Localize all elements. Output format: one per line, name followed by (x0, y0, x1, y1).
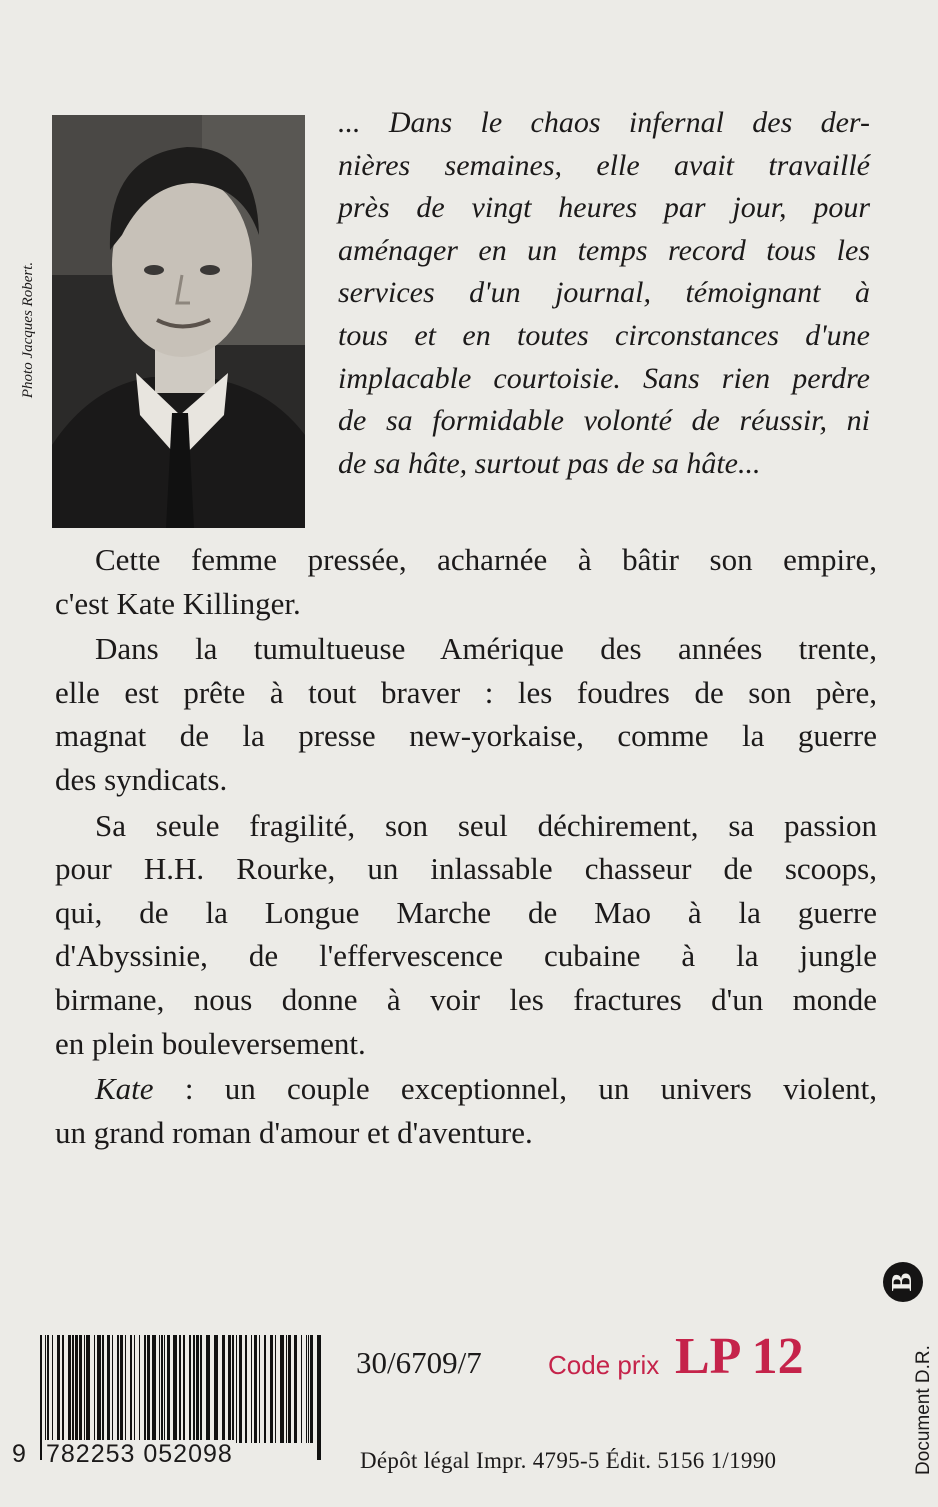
author-portrait-image (52, 115, 305, 528)
blurb-line: elle est prête à tout braver : les foudres de son père, (55, 674, 877, 710)
publisher-logo-icon: B (883, 1262, 923, 1302)
blurb-line: Cette femme pressée, acharnée à bâtir son empire, (95, 542, 877, 577)
barcode-bar (200, 1335, 202, 1443)
excerpt-line: ... Dans le chaos infernal des der- (338, 106, 870, 139)
blurb-line: qui, de la Longue Marche de Mao à la guerre (55, 894, 877, 930)
barcode-bar (144, 1335, 146, 1443)
author-photo (52, 115, 305, 528)
barcode-bar (214, 1335, 218, 1443)
barcode-bar (294, 1335, 297, 1443)
barcode-bar (189, 1335, 191, 1443)
barcode-bar (94, 1335, 95, 1443)
blurb-paragraph-1 (55, 538, 877, 625)
barcode-bar (280, 1335, 284, 1443)
blurb-line: birmane, nous donne à voir les fractures d'un monde (55, 981, 877, 1017)
photo-credit: Photo Jacques Robert. (20, 261, 36, 399)
blurb-line: pour H.H. Rourke, un inlassable chasseur de scoops, (55, 851, 877, 887)
barcode-bar (79, 1335, 82, 1443)
barcode-bar (270, 1335, 273, 1443)
document-credit: Document D.R. (913, 1345, 934, 1475)
barcode-bar (147, 1335, 150, 1443)
blurb-line: Sa seule fragilité, son seul déchirement, sa passion (95, 807, 877, 843)
excerpt-line: tous et en toutes circonstances d'une (338, 318, 870, 352)
barcode-bar (251, 1335, 252, 1443)
book-excerpt (338, 102, 870, 485)
barcode-bar (86, 1335, 90, 1443)
barcode-bar (139, 1335, 140, 1443)
barcode-bar (75, 1335, 78, 1443)
barcode-bar (125, 1335, 126, 1443)
barcode-bar (236, 1335, 237, 1443)
barcode-bar (47, 1335, 49, 1443)
barcode-bar (306, 1335, 307, 1443)
barcode-bar (72, 1335, 74, 1443)
blurb-line: c'est Kate Killinger. (55, 585, 301, 621)
barcode-bar (117, 1335, 119, 1443)
barcode-bar (52, 1335, 53, 1443)
excerpt-line: de sa hâte, surtout pas de sa hâte... (338, 446, 761, 480)
excerpt-line: de sa formidable volonté de réussir, ni (338, 404, 870, 438)
blurb-line: Dans la tumultueuse Amérique des années trente, (95, 631, 877, 667)
barcode-bar (97, 1335, 101, 1443)
book-title: Kate (95, 1071, 154, 1107)
barcode-bar (228, 1335, 231, 1443)
barcode-bar (239, 1335, 242, 1443)
blurb-text: : un couple exceptionnel, un univers violent, (153, 1071, 877, 1107)
barcode-bar (308, 1335, 309, 1443)
barcode-bar (245, 1335, 247, 1443)
excerpt-line: aménager en un temps record tous les (338, 233, 870, 267)
barcode-bar (130, 1335, 132, 1443)
blurb-paragraph-2 (55, 627, 877, 801)
barcode-bar (40, 1335, 42, 1460)
barcode-bar (206, 1335, 210, 1443)
barcode-bar (62, 1335, 64, 1443)
code-prix-label: Code prix (548, 1350, 660, 1380)
barcode-bar (232, 1335, 234, 1443)
barcode-bar (164, 1335, 165, 1443)
blurb-paragraph-3 (55, 804, 877, 1066)
blurb-line (55, 1067, 877, 1111)
barcode-bar (196, 1335, 199, 1443)
depot-legal: Dépôt légal Impr. 4795-5 Édit. 5156 1/1990 (360, 1448, 777, 1473)
blurb-line: d'Abyssinie, de l'effervescence cubaine à la jungle (55, 938, 877, 974)
barcode-bar (275, 1335, 276, 1443)
barcode-bar (152, 1335, 156, 1443)
barcode-bar (193, 1335, 195, 1443)
blurb-line: en plein bouleversement. (55, 1025, 366, 1061)
barcode-bar (57, 1335, 60, 1443)
barcode-bar (134, 1335, 135, 1443)
barcode-bar (259, 1335, 260, 1443)
excerpt-line: nières semaines, elle avait travaillé (338, 148, 870, 182)
barcode-bar (288, 1335, 291, 1443)
price-code: LP 12 (675, 1328, 804, 1385)
blurb-line: un grand roman d'amour et d'aventure. (55, 1114, 533, 1150)
barcode-bar (68, 1335, 71, 1443)
barcode-bar (222, 1335, 225, 1443)
book-blurb (55, 538, 877, 1154)
barcode-bar (167, 1335, 170, 1443)
blurb-line: magnat de la presse new-yorkaise, comme la guerre (55, 718, 877, 754)
reference-number: 30/6709/7 (356, 1345, 482, 1380)
barcode-digits: 782253 052098 (46, 1440, 233, 1468)
barcode-bar (84, 1335, 85, 1443)
barcode-bar (301, 1335, 302, 1443)
blurb-line: des syndicats. (55, 761, 228, 797)
barcode-bar (310, 1335, 313, 1443)
blurb-paragraph-4 (55, 1067, 877, 1154)
barcode-bar (102, 1335, 104, 1443)
barcode-bar (286, 1335, 287, 1443)
barcode-bar (254, 1335, 257, 1443)
barcode-bar (264, 1335, 266, 1443)
barcode-bar (161, 1335, 163, 1443)
barcode-bar (112, 1335, 113, 1443)
barcode-bar (159, 1335, 160, 1443)
excerpt-line: près de vingt heures par jour, pour (338, 191, 870, 225)
barcode-bar (120, 1335, 123, 1443)
barcode-first-digit: 9 (12, 1440, 27, 1468)
barcode-bar (317, 1335, 321, 1460)
excerpt-line: services d'un journal, témoignant à (338, 276, 870, 310)
excerpt-line: implacable courtoisie. Sans rien perdre (338, 361, 870, 395)
barcode-bar (107, 1335, 110, 1443)
